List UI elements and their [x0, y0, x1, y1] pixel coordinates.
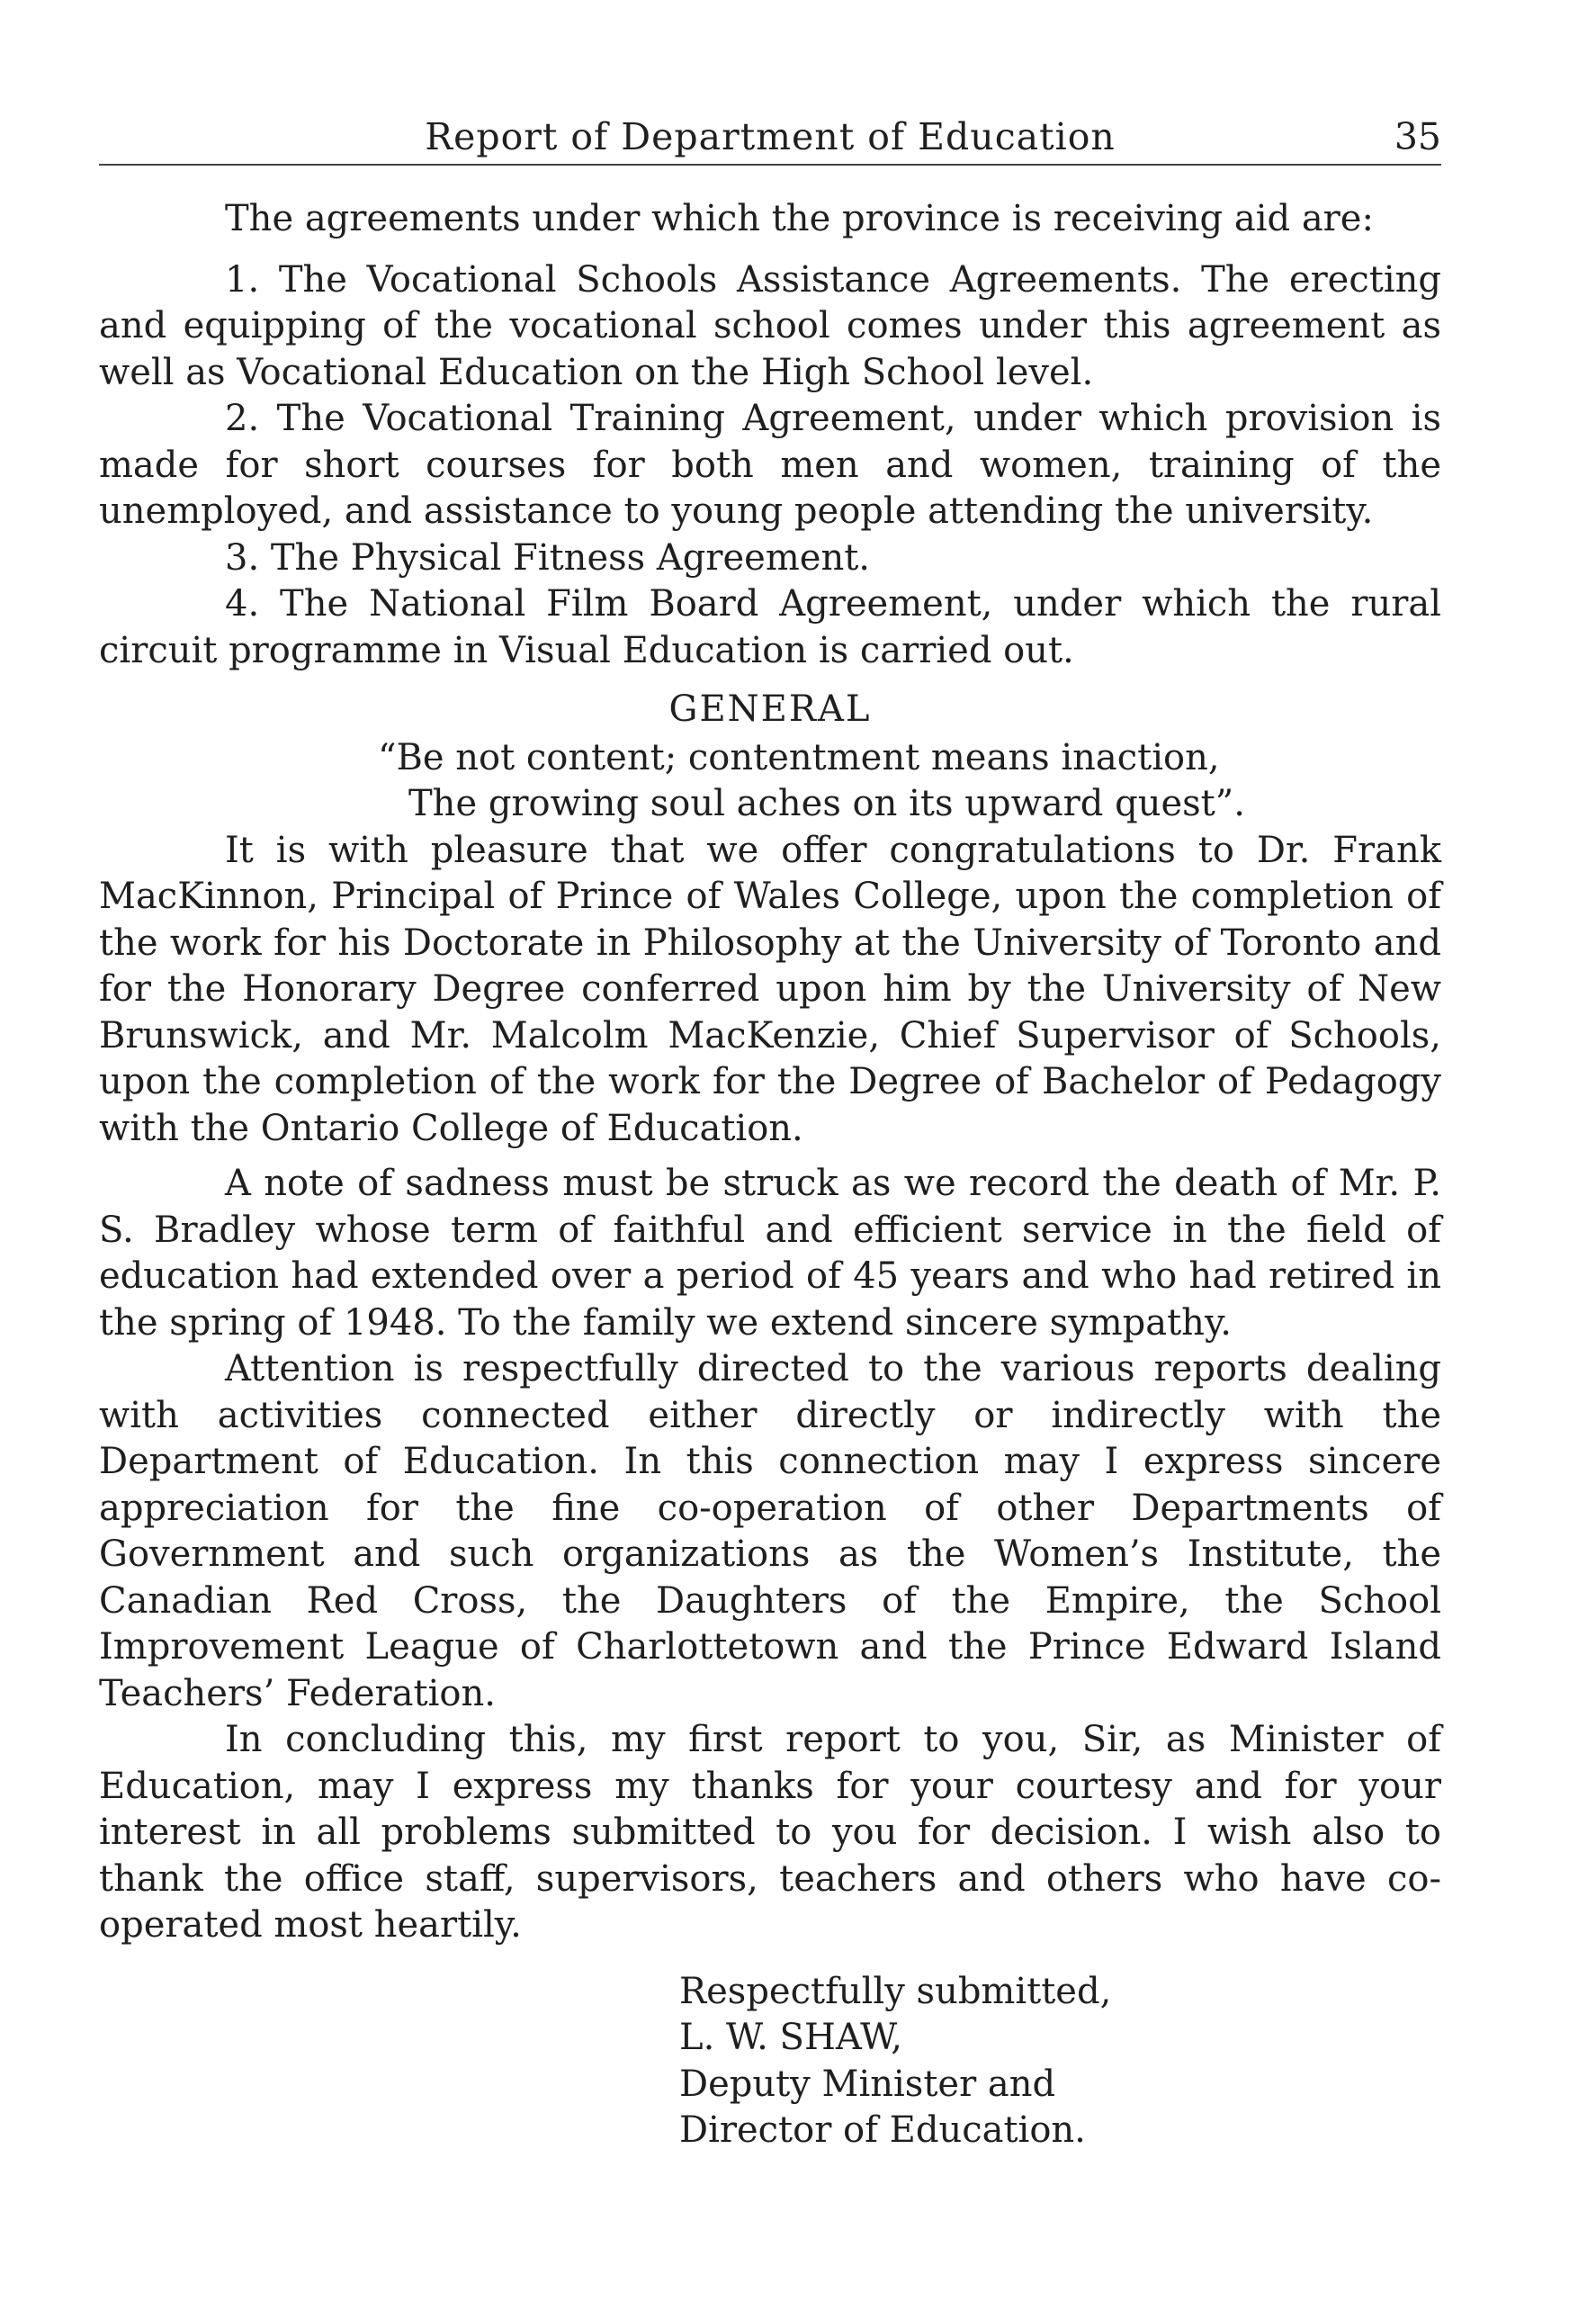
running-title: Report of Department of Education: [425, 115, 1116, 158]
quote-line-2: The growing soul aches on its upward quest”.: [408, 783, 1245, 824]
acknowledgement-paragraph: Attention is respectfully directed to the various reports dealing with activities connected either directly or indirectly with the Department of Education. In this connection may I express sincere appreciation for the fine co-operation of other Departments of Government and such organizations as the Women’s Institute, the Canadian Red Cross, the Daughters of the Empire, the School Improvement League of Charlottetown and the Prince Edward Island Teachers’ Federation.: [99, 1348, 1441, 1714]
agreement-item-4: 4. The National Film Board Agreement, under which the rural circuit programme in Visual Education is carried out.: [99, 583, 1441, 671]
intro-paragraph: The agreements under which the province is receiving aid are:: [225, 198, 1374, 239]
obituary-paragraph: A note of sadness must be struck as we record the death of Mr. P. S. Bradley whose term of faithful and efficient service in the field of education had extended over a period of 45 years and who had retired in the spring of 1948. To the family we extend sincere sympathy.: [99, 1163, 1441, 1344]
signatory-title-line-1: Deputy Minister and: [679, 2063, 1056, 2105]
agreement-item-3: 3. The Physical Fitness Agreement.: [225, 536, 870, 579]
signature-closing: Respectfully submitted,: [679, 1970, 1112, 2012]
page-number: 35: [1394, 115, 1441, 158]
running-head: [99, 108, 1441, 166]
agreement-item-1: 1. The Vocational Schools Assistance Agreements. The erecting and equipping of the vocational school comes under this agreement as well as Vocational Education on the High School level.: [99, 258, 1441, 393]
section-heading: GENERAL: [668, 688, 872, 730]
agreement-item-2: 2. The Vocational Training Agreement, under which provision is made for short courses for both men and women, training of the unemployed, and assistance to young people attending the university.: [99, 398, 1441, 532]
concluding-paragraph: In concluding this, my first report to you, Sir, as Minister of Education, may I express my thanks for your courtesy and for your interest in all problems submitted to you for decision. I wish also to thank the office staff, supervisors, teachers and others who have co-operated most heartily.: [99, 1719, 1441, 1946]
signatory-title-line-2: Director of Education.: [679, 2109, 1086, 2151]
signatory-name: L. W. SHAW,: [679, 2017, 902, 2058]
epigraph-quote: [99, 735, 1441, 828]
document-page: [99, 108, 1441, 2250]
body-text: [99, 196, 1441, 1949]
quote-line-1: “Be not content; contentment means inaction,: [378, 736, 1220, 778]
congratulations-paragraph: It is with pleasure that we offer congratulations to Dr. Frank MacKinnon, Principal of Prince of Wales College, upon the completion of the work for his Doctorate in Philosophy at the University of Toronto and for the Honorary Degree conferred upon him by the University of New Brunswick, and Mr. Malcolm MacKenzie, Chief Supervisor of Schools, upon the completion of the work for the Degree of Bachelor of Pedagogy with the Ontario College of Education.: [99, 829, 1441, 1149]
signature-block: [679, 1969, 1441, 2154]
